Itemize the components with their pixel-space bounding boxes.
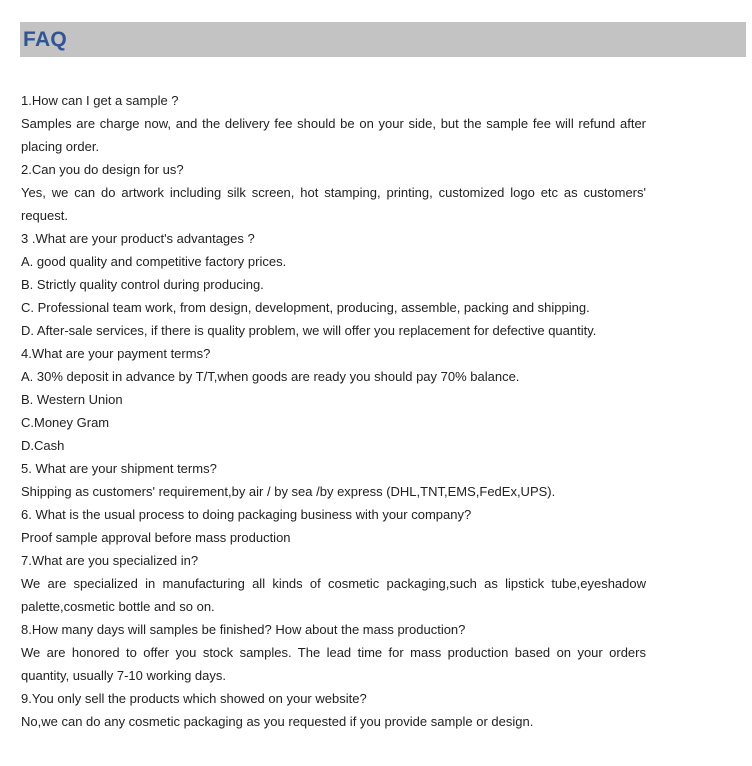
question-3: 3 .What are your product's advantages ? (21, 231, 255, 246)
answer-3-item-d: D. After-sale services, if there is quality problem, we will offer you replacement for defective quantity. (21, 323, 597, 338)
answer-7-line-1: We are specialized in manufacturing all kinds of cosmetic packaging,such as lipstick tube,eyeshadow (21, 576, 646, 591)
answer-4-item-a: A. 30% deposit in advance by T/T,when goods are ready you should pay 70% balance. (21, 369, 520, 384)
question-2: 2.Can you do design for us? (21, 162, 184, 177)
question-7: 7.What are you specialized in? (21, 553, 199, 568)
faq-body (21, 89, 646, 733)
answer-1-line-1: Samples are charge now, and the delivery fee should be on your side, but the sample fee will refund after (21, 116, 646, 131)
answer-3-item-b: B. Strictly quality control during producing. (21, 277, 264, 292)
answer-2-line-1: Yes, we can do artwork including silk screen, hot stamping, printing, customized logo etc as customers' (21, 185, 646, 200)
answer-4-item-c: C.Money Gram (21, 415, 110, 430)
answer-8-line-2: quantity, usually 7-10 working days. (21, 668, 226, 683)
question-1: 1.How can I get a sample ? (21, 93, 179, 108)
answer-5: Shipping as customers' requirement,by air / by sea /by express (DHL,TNT,EMS,FedEx,UPS). (21, 484, 556, 499)
answer-3-item-a: A. good quality and competitive factory prices. (21, 254, 287, 269)
question-6: 6. What is the usual process to doing packaging business with your company? (21, 507, 472, 522)
answer-3-item-c: C. Professional team work, from design, development, producing, assemble, packing and shipping. (21, 300, 590, 315)
faq-title: FAQ (23, 28, 68, 51)
answer-8-line-1: We are honored to offer you stock samples. The lead time for mass production based on your orders (21, 645, 646, 660)
answer-4-item-b: B. Western Union (21, 392, 123, 407)
answer-1-line-2: placing order. (21, 139, 100, 154)
question-5: 5. What are your shipment terms? (21, 461, 217, 476)
answer-9: No,we can do any cosmetic packaging as you requested if you provide sample or design. (21, 714, 534, 729)
answer-2-line-2: request. (21, 208, 68, 223)
answer-7-line-2: palette,cosmetic bottle and so on. (21, 599, 215, 614)
question-4: 4.What are your payment terms? (21, 346, 211, 361)
question-9: 9.You only sell the products which showed on your website? (21, 691, 367, 706)
faq-header-bar (20, 22, 746, 57)
answer-4-item-d: D.Cash (21, 438, 65, 453)
question-8: 8.How many days will samples be finished? How about the mass production? (21, 622, 466, 637)
answer-6: Proof sample approval before mass production (21, 530, 291, 545)
